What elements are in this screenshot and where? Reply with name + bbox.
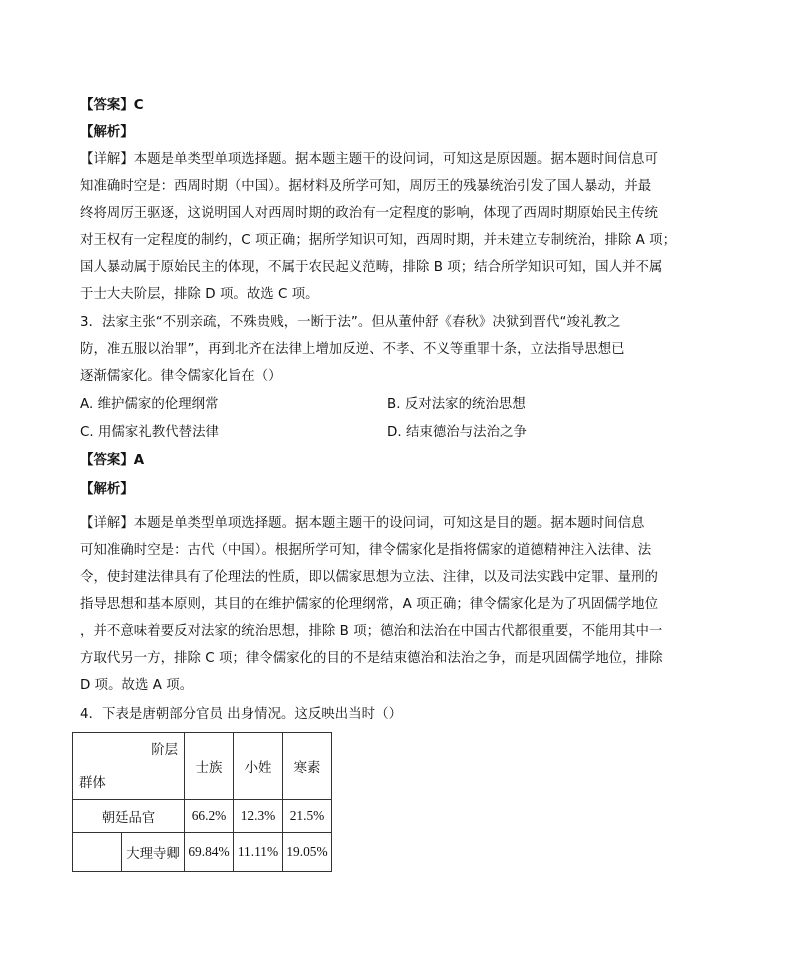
- table-cell: 66.2%: [185, 800, 234, 833]
- table-header-row: [73, 733, 332, 800]
- q3-option-a: A. 维护儒家的伦理纲常: [80, 397, 219, 412]
- column-header-hansu: 寒素: [283, 733, 332, 800]
- q3-option-b: B. 反对法家的统治思想: [387, 397, 526, 412]
- q3-detail-line: 可知准确时空是：古代（中国）。根据所学可知，律令儒家化是指将儒家的道德精神注入法律、法: [80, 543, 652, 558]
- q3-detail-line: 【详解】本题是单类型单项选择题。据本题主题干的设问词，可知这是目的题。据本题时间信息: [80, 516, 645, 531]
- q2-detail-line: 【详解】本题是单类型单项选择题。据本题主题干的设问词，可知这是原因题。据本题时间信息可: [80, 152, 658, 167]
- table-cell: 21.5%: [283, 800, 332, 833]
- table-cell: 11.11%: [234, 833, 283, 872]
- q3-analysis-label: 【解析】: [80, 482, 134, 497]
- row-label-dalisi-qing: 大理寺卿: [122, 833, 185, 872]
- q3-detail-line: 方取代另一方，排除 C 项；律令儒家化的目的不是结束德治和法治之争，而是巩固儒学地位，排除: [80, 651, 663, 666]
- table-corner-cell: [73, 733, 185, 800]
- column-header-xiaoxing: 小姓: [234, 733, 283, 800]
- table-row: [73, 800, 332, 833]
- q3-answer: 【答案】A: [80, 453, 145, 468]
- column-header-shizu: 士族: [185, 733, 234, 800]
- table-cell: 69.84%: [185, 833, 234, 872]
- row-label-court-officials: 朝廷品官: [73, 800, 185, 833]
- table-cell: 12.3%: [234, 800, 283, 833]
- q2-detail-line: 于士大夫阶层，排除 D 项。故选 C 项。: [80, 287, 319, 302]
- official-origin-table: [72, 732, 332, 872]
- q3-detail-line: 令，使封建法律具有了伦理法的性质，即以儒家思想为立法、注律，以及司法实践中定罪、量刑的: [80, 570, 658, 585]
- q2-detail-line: 知准确时空是：西周时期（中国）。据材料及所学可知，周厉王的残暴统治引发了国人暴动，并最: [80, 179, 652, 194]
- q3-detail-line: ，并不意味着要反对法家的统治思想，排除 B 项；德治和法治在中国古代都很重要，不能用其中一: [80, 624, 663, 639]
- q3-stem-line: 逐渐儒家化。律令儒家化旨在（）: [80, 369, 282, 384]
- q3-detail-line: 指导思想和基本原则，其目的在维护儒家的伦理纲常，A 项正确；律令儒家化是为了巩固儒学地位: [80, 597, 659, 612]
- q2-detail-line: 国人暴动属于原始民主的体现，不属于农民起义范畴，排除 B 项；结合所学知识可知，国人并不属: [80, 260, 663, 275]
- q3-detail-line: D 项。故选 A 项。: [80, 678, 194, 693]
- q3-option-c: C. 用儒家礼教代替法律: [80, 425, 219, 440]
- q2-detail-line: 终将周厉王驱逐，这说明国人对西周时期的政治有一定程度的影响，体现了西周时期原始民主传统: [80, 206, 658, 221]
- table-row: [73, 833, 332, 872]
- q2-analysis-label: 【解析】: [80, 125, 134, 140]
- table-cell: 19.05%: [283, 833, 332, 872]
- q2-detail-line: 对王权有一定程度的制约，C 项正确；据所学知识可知，西周时期，并未建立专制统治，排除 A 项；: [80, 233, 677, 248]
- q2-answer: 【答案】C: [80, 98, 144, 113]
- corner-bottom-label: 群体: [79, 776, 106, 791]
- q3-stem-line: 3．法家主张“不别亲疏，不殊贵贱，一断于法”。但从董仲舒《春秋》决狱到晋代“竣礼教之: [80, 315, 621, 330]
- corner-top-label: 阶层: [151, 743, 178, 758]
- q4-stem: 4．下表是唐朝部分官员 出身情况。这反映出当时（）: [80, 707, 403, 722]
- q3-option-d: D. 结束德治与法治之争: [387, 425, 527, 440]
- q3-stem-line: 防，准五服以治罪”，再到北齐在法律上增加反逆、不孝、不义等重罪十条，立法指导思想已: [80, 342, 625, 357]
- empty-indent-cell: [73, 833, 122, 872]
